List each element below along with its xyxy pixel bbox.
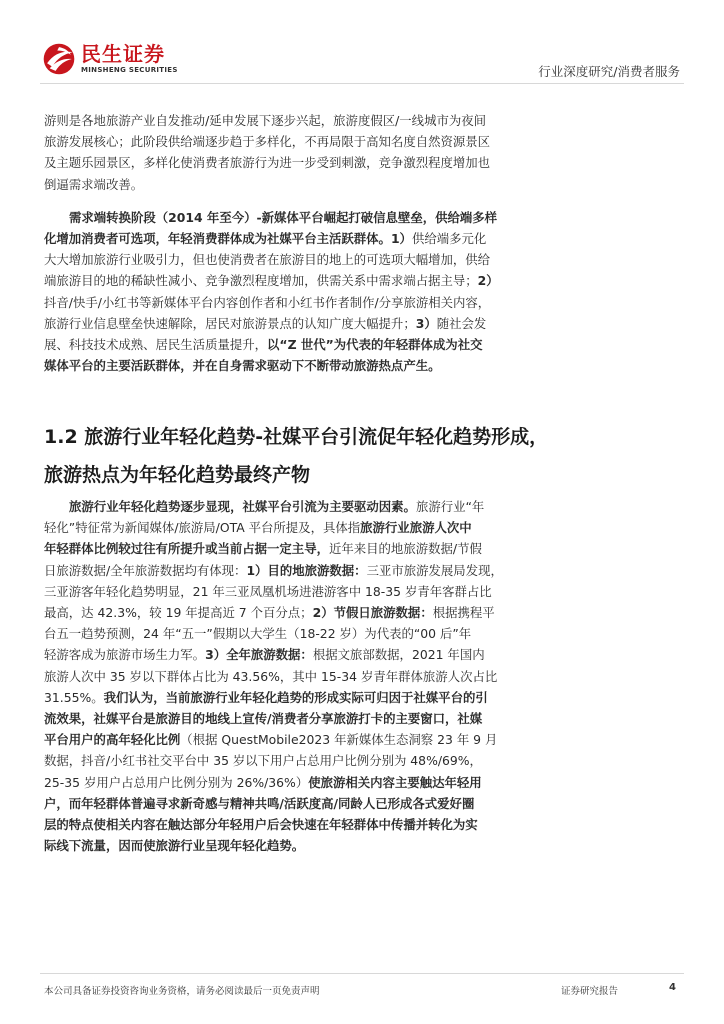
plain-text: （根据 QuestMobile2023 年新媒体生态洞察 23 年 9 月 — [180, 732, 498, 748]
text-line: 游则是各地旅游产业自发推动/延申发展下逐步兴起，旅游度假区/一线城市为夜间 — [44, 113, 487, 128]
text-line: 倒逼需求端改善。 — [44, 176, 144, 192]
section-title — [44, 418, 684, 494]
text-line — [44, 729, 676, 750]
text-line — [44, 708, 676, 729]
bold-text: 流效果，社媒平台是旅游目的地线上宣传/消费者分享旅游打卡的主要窗口，社媒 — [44, 711, 483, 727]
text-line — [44, 835, 676, 856]
plain-text: 轻化”特征常为新闻媒体/旅游局/OTA 平台所提及，具体指 — [44, 520, 361, 536]
intro-section — [44, 102, 676, 376]
footer-divider — [40, 973, 684, 974]
text-line — [44, 517, 676, 538]
bold-text: 平台用户的高年轻化比例 — [44, 732, 181, 748]
plain-text: 随社会发 — [436, 315, 487, 331]
text-line — [44, 814, 676, 835]
section-heading — [44, 418, 684, 494]
footer-disclaimer: 本公司具备证券投资咨询业务资格，请务必阅读最后一页免责声明 — [44, 986, 320, 997]
text-line — [44, 355, 676, 376]
footer-report-type: 证券研究报告 — [560, 986, 618, 997]
bold-text: 2） — [477, 273, 499, 289]
text-line — [44, 496, 676, 517]
text-line — [44, 207, 676, 228]
bold-text: 际线下流量，因而使旅游行业呈现年轻化趋势。 — [44, 838, 305, 854]
plain-text: 旅游行业信息壁垒快速解除，居民对旅游景点的认知广度大幅提升； — [44, 315, 416, 331]
minsheng-logo — [42, 42, 178, 76]
bold-text: 旅游行业年轻化趋势逐步显现，社媒平台引流为主要驱动因素。 — [69, 499, 416, 514]
bold-text: 1）目的地旅游数据： — [246, 562, 367, 578]
page-number: 4 — [669, 982, 676, 993]
bold-text: 使旅游相关内容主要触达年轻用 — [308, 774, 482, 790]
bold-text: 旅游行业旅游人次中 — [360, 520, 472, 536]
plain-text: 端旅游目的地的稀缺性减小、竞争激烈程度增加，供需关系中需求端占据主导； — [44, 273, 478, 289]
header-divider — [40, 83, 684, 84]
bold-text: 2）节假日旅游数据： — [312, 605, 433, 621]
bold-text: 3）全年旅游数据： — [205, 647, 313, 663]
bold-text: 年轻群体比例较过往有所提升或当前占据一定主导， — [44, 541, 329, 557]
text-line: 数据，抖音/小红书社交平台中 35 岁以下用户占总用户比例分别为 48%/69%， — [44, 753, 482, 769]
text-line — [44, 687, 676, 708]
bold-text: 1） — [390, 231, 412, 247]
text-line — [44, 560, 676, 581]
plain-text: 展、科技技术成熟、居民生活质量提升， — [44, 337, 268, 353]
text-line: 抖音/快手/小红书等新媒体平台内容创作者和小红书作者制作/分享旅游相关内容， — [44, 294, 491, 310]
text-line: 台五一趋势预测，24 年“五一”假期以大学生（18-22 岁）为代表的“00 后”年 — [44, 626, 472, 642]
plain-text: 31.55%。 — [44, 689, 104, 705]
section-title-line: 旅游热点为年轻化趋势最终产物 — [44, 464, 311, 486]
brand-name-en: MINSHENG SECURITIES — [81, 66, 178, 74]
bold-text: 以“Z 世代”为代表的年轻群体成为社交 — [267, 337, 483, 353]
minsheng-logo-icon — [42, 42, 76, 76]
text-line — [44, 270, 676, 291]
text-line: 大大增加旅游行业吸引力，但也使消费者在旅游目的地上的可选项大幅增加，供给 — [44, 252, 491, 268]
text-line: 旅游发展核心；此阶段供给端逐步趋于多样化，不再局限于高知名度自然资源景区 — [44, 134, 491, 150]
paragraph-youth-trend — [44, 496, 676, 856]
page-header — [0, 0, 724, 90]
bold-text: 需求端转换阶段（2014 年至今）-新媒体平台崛起打破信息壁垒，供给端多样 — [69, 209, 498, 225]
plain-text: 旅游行业“年 — [415, 499, 485, 514]
section-title-line: 1.2 旅游行业年轻化趋势-社媒平台引流促年轻化趋势形成， — [44, 426, 549, 448]
bold-text: 媒体平台的主要活跃群体，并在自身需求驱动下不断带动旅游热点产生。 — [44, 358, 441, 374]
bold-text: 我们认为，当前旅游行业年轻化趋势的形成实际可归因于社媒平台的引 — [103, 689, 488, 705]
plain-text: 近年来目的地旅游数据/节假 — [328, 541, 482, 557]
plain-text: 根据携程平 — [432, 605, 495, 621]
bold-text: 化增加消费者可选项，年轻消费群体成为社媒平台主活跃群体。 — [44, 231, 391, 247]
text-line — [44, 334, 676, 355]
plain-text: 根据文旅部数据，2021 年国内 — [312, 647, 485, 663]
text-line — [44, 228, 676, 249]
text-line: 旅游人次中 35 岁以下群体占比为 43.56%，其中 15-34 岁青年群体旅游人次占比 — [44, 668, 498, 684]
plain-text: 供给端多元化 — [411, 231, 487, 247]
text-line — [44, 772, 676, 793]
text-line: 三亚游客年轻化趋势明显，21 年三亚凤凰机场进港游客中 18-35 岁青年客群占比 — [44, 583, 492, 599]
text-line — [44, 602, 676, 623]
brand-name-cn: 民生证券 — [81, 42, 165, 66]
text-line: 及主题乐园景区，多样化使消费者旅游行为进一步受到刺激，竞争激烈程度增加也 — [44, 155, 491, 171]
text-line — [44, 538, 676, 559]
bold-text: 户，而年轻群体普遍寻求新奇感与精神共鸣/活跃度高/同龄人已形成各式爱好圈 — [44, 795, 475, 811]
text-line — [44, 793, 676, 814]
bold-text: 3） — [415, 315, 437, 331]
plain-text: 日旅游数据/全年旅游数据均有体现： — [44, 562, 247, 578]
report-category: 行业深度研究/消费者服务 — [538, 64, 680, 79]
text-line — [44, 644, 676, 665]
plain-text: 最高，达 42.3%，较 19 年提高近 7 个百分点； — [44, 605, 313, 621]
paragraph-demand-side — [44, 207, 676, 377]
plain-text: 25-35 岁用户占总用户比例分别为 26%/36%） — [44, 774, 309, 790]
plain-text: 轻游客成为旅游市场生力军。 — [44, 647, 206, 663]
paragraph-supply-side — [44, 110, 676, 195]
text-line — [44, 313, 676, 334]
youth-trend-section — [44, 496, 676, 856]
bold-text: 层的特点使相关内容在触达部分年轻用户后会快速在年轻群体中传播并转化为实 — [44, 817, 478, 833]
plain-text: 三亚市旅游发展局发现， — [366, 562, 503, 578]
